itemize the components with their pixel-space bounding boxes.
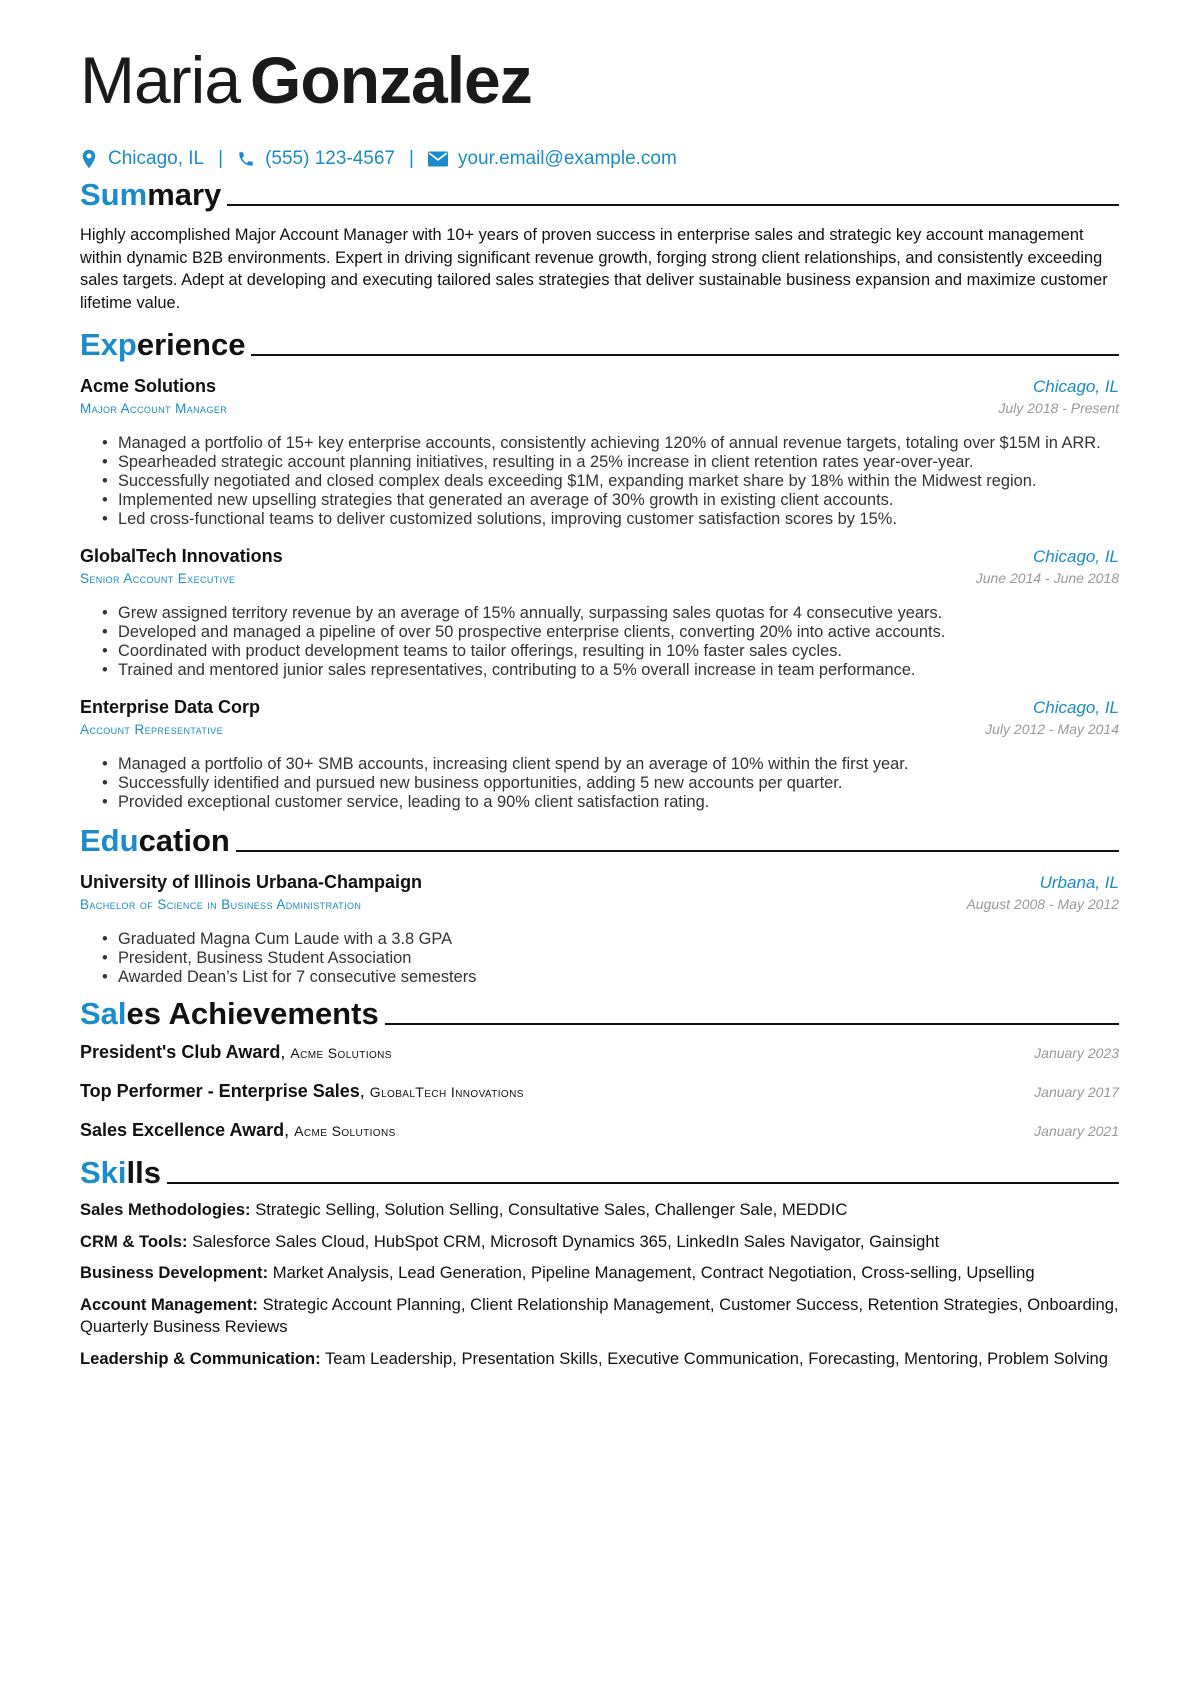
education-dates: August 2008 - May 2012 [966, 896, 1119, 912]
skill-items: Strategic Selling, Solution Selling, Consultative Sales, Challenger Sale, MEDDIC [255, 1200, 848, 1219]
degree: Bachelor of Science in Business Administration [80, 897, 362, 912]
award-date: January 2017 [1034, 1084, 1119, 1100]
bullet-list [80, 755, 1119, 812]
job-title: Account Representative [80, 722, 223, 737]
summary-text: Highly accomplished Major Account Manager with 10+ years of proven success in enterprise sales and strategic key account management within dynamic B2B environments. Expert in driving significant revenue growth, forging strong client relationships, and consistently exceeding sales targets. Adept at developing and executing tailored sales strategies that deliver sustainable business expansion and maximize customer lifetime value. [80, 226, 1108, 312]
bullet-list [80, 434, 1119, 529]
section-title: Experience [80, 327, 246, 362]
section-rule [167, 1182, 1119, 1184]
contact-email[interactable] [428, 148, 677, 170]
section-rule [227, 204, 1119, 206]
skill-category: Business Development: [80, 1263, 269, 1282]
award-date: January 2023 [1034, 1045, 1119, 1061]
contact-phone[interactable] [237, 148, 395, 170]
list-item: • Led cross-functional teams to deliver customized solutions, improving customer satisfaction scores by 15%. [118, 510, 1119, 529]
skill-category: Account Management: [80, 1294, 258, 1314]
company-name: Enterprise Data Corp [80, 697, 261, 717]
list-item: • Grew assigned territory revenue by an average of 15% annually, surpassing sales quotas for 4 consecutive years. [118, 604, 1119, 623]
list-item: • President, Business Student Association [118, 949, 1119, 968]
skill-row [80, 1231, 1119, 1254]
bullet-list [80, 604, 1119, 680]
list-item: • Managed a portfolio of 30+ SMB accounts, increasing client spend by an average of 10% within the first year. [118, 755, 1119, 774]
company-name: Acme Solutions [80, 376, 217, 396]
last-name: Gonzalez [250, 43, 532, 117]
award-title: Top Performer - Enterprise Sales [80, 1081, 360, 1101]
list-item: • Trained and mentored junior sales representatives, contributing to a 5% overall increase in team performance. [118, 661, 1119, 680]
summary-section-heading [80, 178, 1119, 212]
achievements-section-heading [80, 997, 1119, 1031]
skill-row [80, 1199, 1119, 1222]
job-location: Chicago, IL [1033, 547, 1119, 566]
achievement-item: President's Club Award, Acme Solutions January 2023 [80, 1039, 1119, 1078]
list-item: • Coordinated with product development teams to tailor offerings, resulting in 10% faster sales cycles. [118, 642, 1119, 661]
list-item: • Provided exceptional customer service, leading to a 90% client satisfaction rating. [118, 793, 1119, 812]
list-item: • Spearheaded strategic account planning initiatives, resulting in a 25% increase in client retention rates year-over-year. [118, 453, 1119, 472]
list-item: • Developed and managed a pipeline of over 50 prospective enterprise clients, converting 20% into active accounts. [118, 623, 1119, 642]
section-title: Sales Achievements [80, 996, 379, 1031]
section-rule [385, 1023, 1119, 1025]
contact-line [80, 144, 1119, 174]
job-dates: July 2018 - Present [998, 400, 1119, 416]
location-text: Chicago, IL [108, 148, 205, 169]
skill-row [80, 1348, 1119, 1371]
skills-list [80, 1199, 1119, 1370]
company-name: GlobalTech Innovations [80, 546, 283, 566]
experience-section-heading [80, 328, 1119, 362]
list-item: • Successfully identified and pursued new business opportunities, adding 5 new accounts per quarter. [118, 774, 1119, 793]
award-title: President's Club Award [80, 1042, 281, 1062]
bullet-list [80, 930, 1119, 987]
list-item: • Implemented new upselling strategies that generated an average of 30% growth in existing client accounts. [118, 491, 1119, 510]
education-entry [80, 870, 1119, 987]
section-rule [251, 354, 1119, 356]
list-item: • Successfully negotiated and closed complex deals exceeding $1M, expanding market share by 18% within the Midwest region. [118, 472, 1119, 491]
section-title: Skills [80, 1155, 161, 1190]
section-rule [236, 850, 1119, 852]
award-title: Sales Excellence Award [80, 1120, 285, 1140]
resume-page [80, 40, 1119, 1370]
list-item: • Graduated Magna Cum Laude with a 3.8 GPA [118, 930, 1119, 949]
contact-location [80, 148, 204, 170]
experience-entry [80, 374, 1119, 529]
skill-items: Strategic Account Planning, Client Relationship Management, Customer Success, Retention Strategies, Onboarding, Quarterly Business Reviews [80, 1294, 1119, 1336]
achievement-item: Top Performer - Enterprise Sales, GlobalTech Innovations January 2017 [80, 1078, 1119, 1117]
school-name: University of Illinois Urbana-Champaign [80, 872, 423, 892]
list-item: • Managed a portfolio of 15+ key enterprise accounts, consistently achieving 120% of annual revenue targets, totaling over $15M in ARR. [118, 434, 1119, 453]
award-date: January 2021 [1034, 1123, 1119, 1139]
school-location: Urbana, IL [1039, 873, 1119, 892]
skill-items: Salesforce Sales Cloud, HubSpot CRM, Microsoft Dynamics 365, LinkedIn Sales Navigator, Gainsight [192, 1231, 940, 1251]
skill-items: Market Analysis, Lead Generation, Pipeline Management, Contract Negotiation, Cross-selling, Upselling [272, 1263, 1035, 1282]
section-title: Education [80, 823, 230, 858]
award-org: GlobalTech Innovations [369, 1084, 524, 1100]
envelope-icon [428, 151, 448, 167]
experience-entry [80, 695, 1119, 812]
skill-category: Leadership & Communication: [80, 1348, 321, 1368]
name-heading [80, 40, 1119, 120]
skill-items: Team Leadership, Presentation Skills, Executive Communication, Forecasting, Mentoring, Problem Solving [324, 1348, 1108, 1368]
skills-section-heading [80, 1156, 1119, 1190]
job-dates: June 2014 - June 2018 [975, 570, 1119, 586]
job-location: Chicago, IL [1033, 698, 1119, 717]
award-org: Acme Solutions [290, 1045, 392, 1061]
section-title: Summary [80, 177, 222, 212]
separator: | [409, 148, 414, 169]
phone-text: (555) 123-4567 [265, 148, 395, 169]
separator: | [218, 148, 224, 169]
job-dates: July 2012 - May 2014 [985, 721, 1119, 737]
job-title: Major Account Manager [80, 401, 228, 416]
skill-row [80, 1294, 1119, 1339]
phone-icon [237, 149, 255, 169]
award-org: Acme Solutions [294, 1123, 396, 1139]
education-section-heading [80, 824, 1119, 858]
first-name: Maria [80, 43, 241, 117]
achievements-list [80, 1039, 1119, 1156]
email-text: your.email@example.com [457, 148, 677, 169]
achievement-item: Sales Excellence Award, Acme Solutions January 2021 [80, 1117, 1119, 1156]
skill-category: CRM & Tools: [80, 1231, 188, 1251]
job-title: Senior Account Executive [80, 571, 236, 586]
skill-category: Sales Methodologies: [80, 1200, 251, 1219]
map-pin-icon [80, 149, 98, 169]
list-item: • Awarded Dean’s List for 7 consecutive semesters [118, 968, 1119, 987]
job-location: Chicago, IL [1033, 377, 1119, 396]
experience-entry [80, 544, 1119, 680]
skill-row [80, 1262, 1119, 1285]
